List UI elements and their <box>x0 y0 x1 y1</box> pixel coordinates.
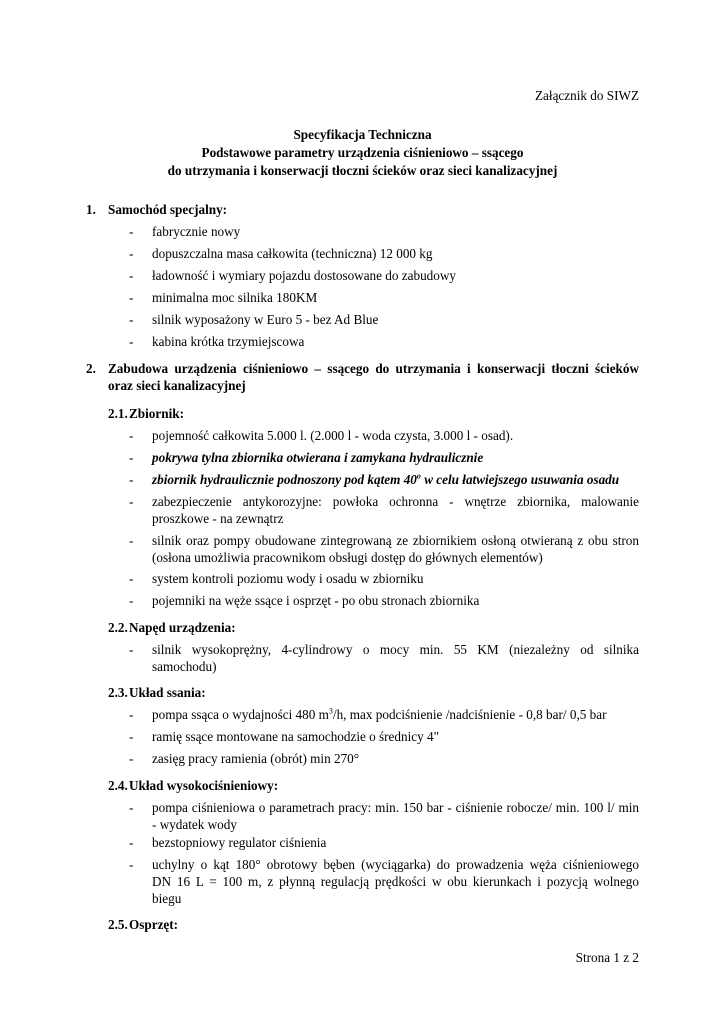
subsection-heading: Układ ssania: <box>129 685 206 700</box>
bullet-dash: - <box>129 800 134 815</box>
bullet-dash: - <box>129 428 134 443</box>
bullet-dash: - <box>129 246 134 261</box>
list-item-text: ładowność i wymiary pojazdu dostosowane do zabudowy <box>152 268 456 283</box>
bullet-dash: - <box>129 642 134 657</box>
list-item-text-line-1: silnik oraz pompy obudowane zintegrowaną ze zbiornikiem osłoną otwieraną z obu stron <box>152 533 639 548</box>
subsection-number: 2.5. <box>108 917 128 932</box>
bullet-dash: - <box>129 857 134 872</box>
list-item-text: ramię ssące montowane na samochodzie o średnicy 4" <box>152 729 439 744</box>
cubic-superscript: 3 <box>328 706 333 716</box>
list-item-text-line-1: uchylny o kąt 180° obrotowy bęben (wyciągarka) do prowadzenia węża ciśnieniowego <box>152 857 639 872</box>
list-item-text: fabrycznie nowy <box>152 224 241 239</box>
title-line-3: do utrzymania i konserwacji tłoczni ścieków oraz sieci kanalizacyjnej <box>167 163 558 178</box>
list-item-text <box>152 706 639 723</box>
list-item-text: kabina krótka trzymiejscowa <box>152 334 305 349</box>
bullet-dash: - <box>129 729 134 744</box>
bullet-dash: - <box>129 472 134 487</box>
degree-superscript: o <box>416 471 421 481</box>
section-heading: Samochód specjalny: <box>108 202 228 217</box>
text-part: zbiornik hydraulicznie podnoszony pod kątem 40 <box>152 472 417 487</box>
bullet-dash: - <box>129 268 134 283</box>
subsection-heading: Osprzęt: <box>129 917 179 932</box>
text-part: pompa ssąca o wydajności 480 m <box>152 707 329 722</box>
text-part: /h, max podciśnienie /nadciśnienie - 0,8 bar/ 0,5 bar <box>332 707 607 722</box>
bullet-dash: - <box>129 533 134 548</box>
subsection-heading: Zbiornik: <box>129 406 184 421</box>
list-item-text: minimalna moc silnika 180KM <box>152 290 318 305</box>
list-item-text-line-1: zabezpieczenie antykorozyjne: powłoka ochronna - wnętrze zbiornika, malowanie <box>152 494 639 509</box>
list-item-text-line-2: samochodu) <box>152 659 217 674</box>
bullet-dash: - <box>129 312 134 327</box>
list-item-text: pokrywa tylna zbiornika otwierana i zamykana hydraulicznie <box>152 450 484 465</box>
section-heading-line-2: oraz sieci kanalizacyjnej <box>108 378 246 393</box>
bullet-dash: - <box>129 450 134 465</box>
subsection-number: 2.4. <box>108 778 128 793</box>
bullet-dash: - <box>129 334 134 349</box>
list-item-text: zasięg pracy ramienia (obrót) min 270° <box>152 751 360 766</box>
list-item-text-line-1: pompa ciśnieniowa o parametrach pracy: min. 150 bar - ciśnienie robocze/ min. 100 l/ min <box>152 800 639 815</box>
list-item-text: silnik wyposażony w Euro 5 - bez Ad Blue <box>152 312 379 327</box>
bullet-dash: - <box>129 751 134 766</box>
list-item-text-line-1: silnik wysokoprężny, 4-cylindrowy o mocy min. 55 KM (niezależny od silnika <box>152 642 639 657</box>
list-item-text: dopuszczalna masa całkowita (techniczna) 12 000 kg <box>152 246 433 261</box>
bullet-dash: - <box>129 494 134 509</box>
annex-label: Załącznik do SIWZ <box>535 88 639 103</box>
list-item-text-line-3: biegu <box>152 891 182 906</box>
list-item-text-line-2: (osłona umożliwia pracownikom obsługi dostęp do głównych elementów) <box>152 550 543 565</box>
subsection-heading: Napęd urządzenia: <box>129 620 236 635</box>
list-item-text: pojemność całkowita 5.000 l. (2.000 l - woda czysta, 3.000 l - osad). <box>152 428 514 443</box>
subsection-number: 2.2. <box>108 620 128 635</box>
bullet-dash: - <box>129 224 134 239</box>
list-item-text: bezstopniowy regulator ciśnienia <box>152 835 327 850</box>
section-heading-line-1: Zabudowa urządzenia ciśnieniowo – ssącego do utrzymania i konserwacji tłoczni ścieków <box>108 361 639 376</box>
subsection-number: 2.1. <box>108 406 128 421</box>
title-line-1: Specyfikacja Techniczna <box>293 127 432 142</box>
list-item-text <box>152 471 639 488</box>
title-line-2: Podstawowe parametry urządzenia ciśnieniowo – ssącego <box>201 145 524 160</box>
text-part: w celu łatwiejszego usuwania osadu <box>420 472 620 487</box>
section-number: 2. <box>86 361 96 376</box>
list-item-text: pojemniki na węże ssące i osprzęt - po obu stronach zbiornika <box>152 593 480 608</box>
bullet-dash: - <box>129 593 134 608</box>
list-item-text: system kontroli poziomu wody i osadu w zbiorniku <box>152 571 424 586</box>
subsection-number: 2.3. <box>108 685 128 700</box>
bullet-dash: - <box>129 707 134 722</box>
list-item-text-line-2: - wydatek wody <box>152 817 237 832</box>
page-number: Strona 1 z 2 <box>575 950 639 965</box>
list-item-text-line-2: DN 16 L = 100 m, z płynną regulacją prędkości w obu kierunkach i pozycją wolnego <box>152 874 639 889</box>
subsection-heading: Układ wysokociśnieniowy: <box>129 778 279 793</box>
section-number: 1. <box>86 202 96 217</box>
bullet-dash: - <box>129 290 134 305</box>
list-item-text-line-2: proszkowe - na zewnątrz <box>152 511 284 526</box>
bullet-dash: - <box>129 571 134 586</box>
bullet-dash: - <box>129 835 134 850</box>
